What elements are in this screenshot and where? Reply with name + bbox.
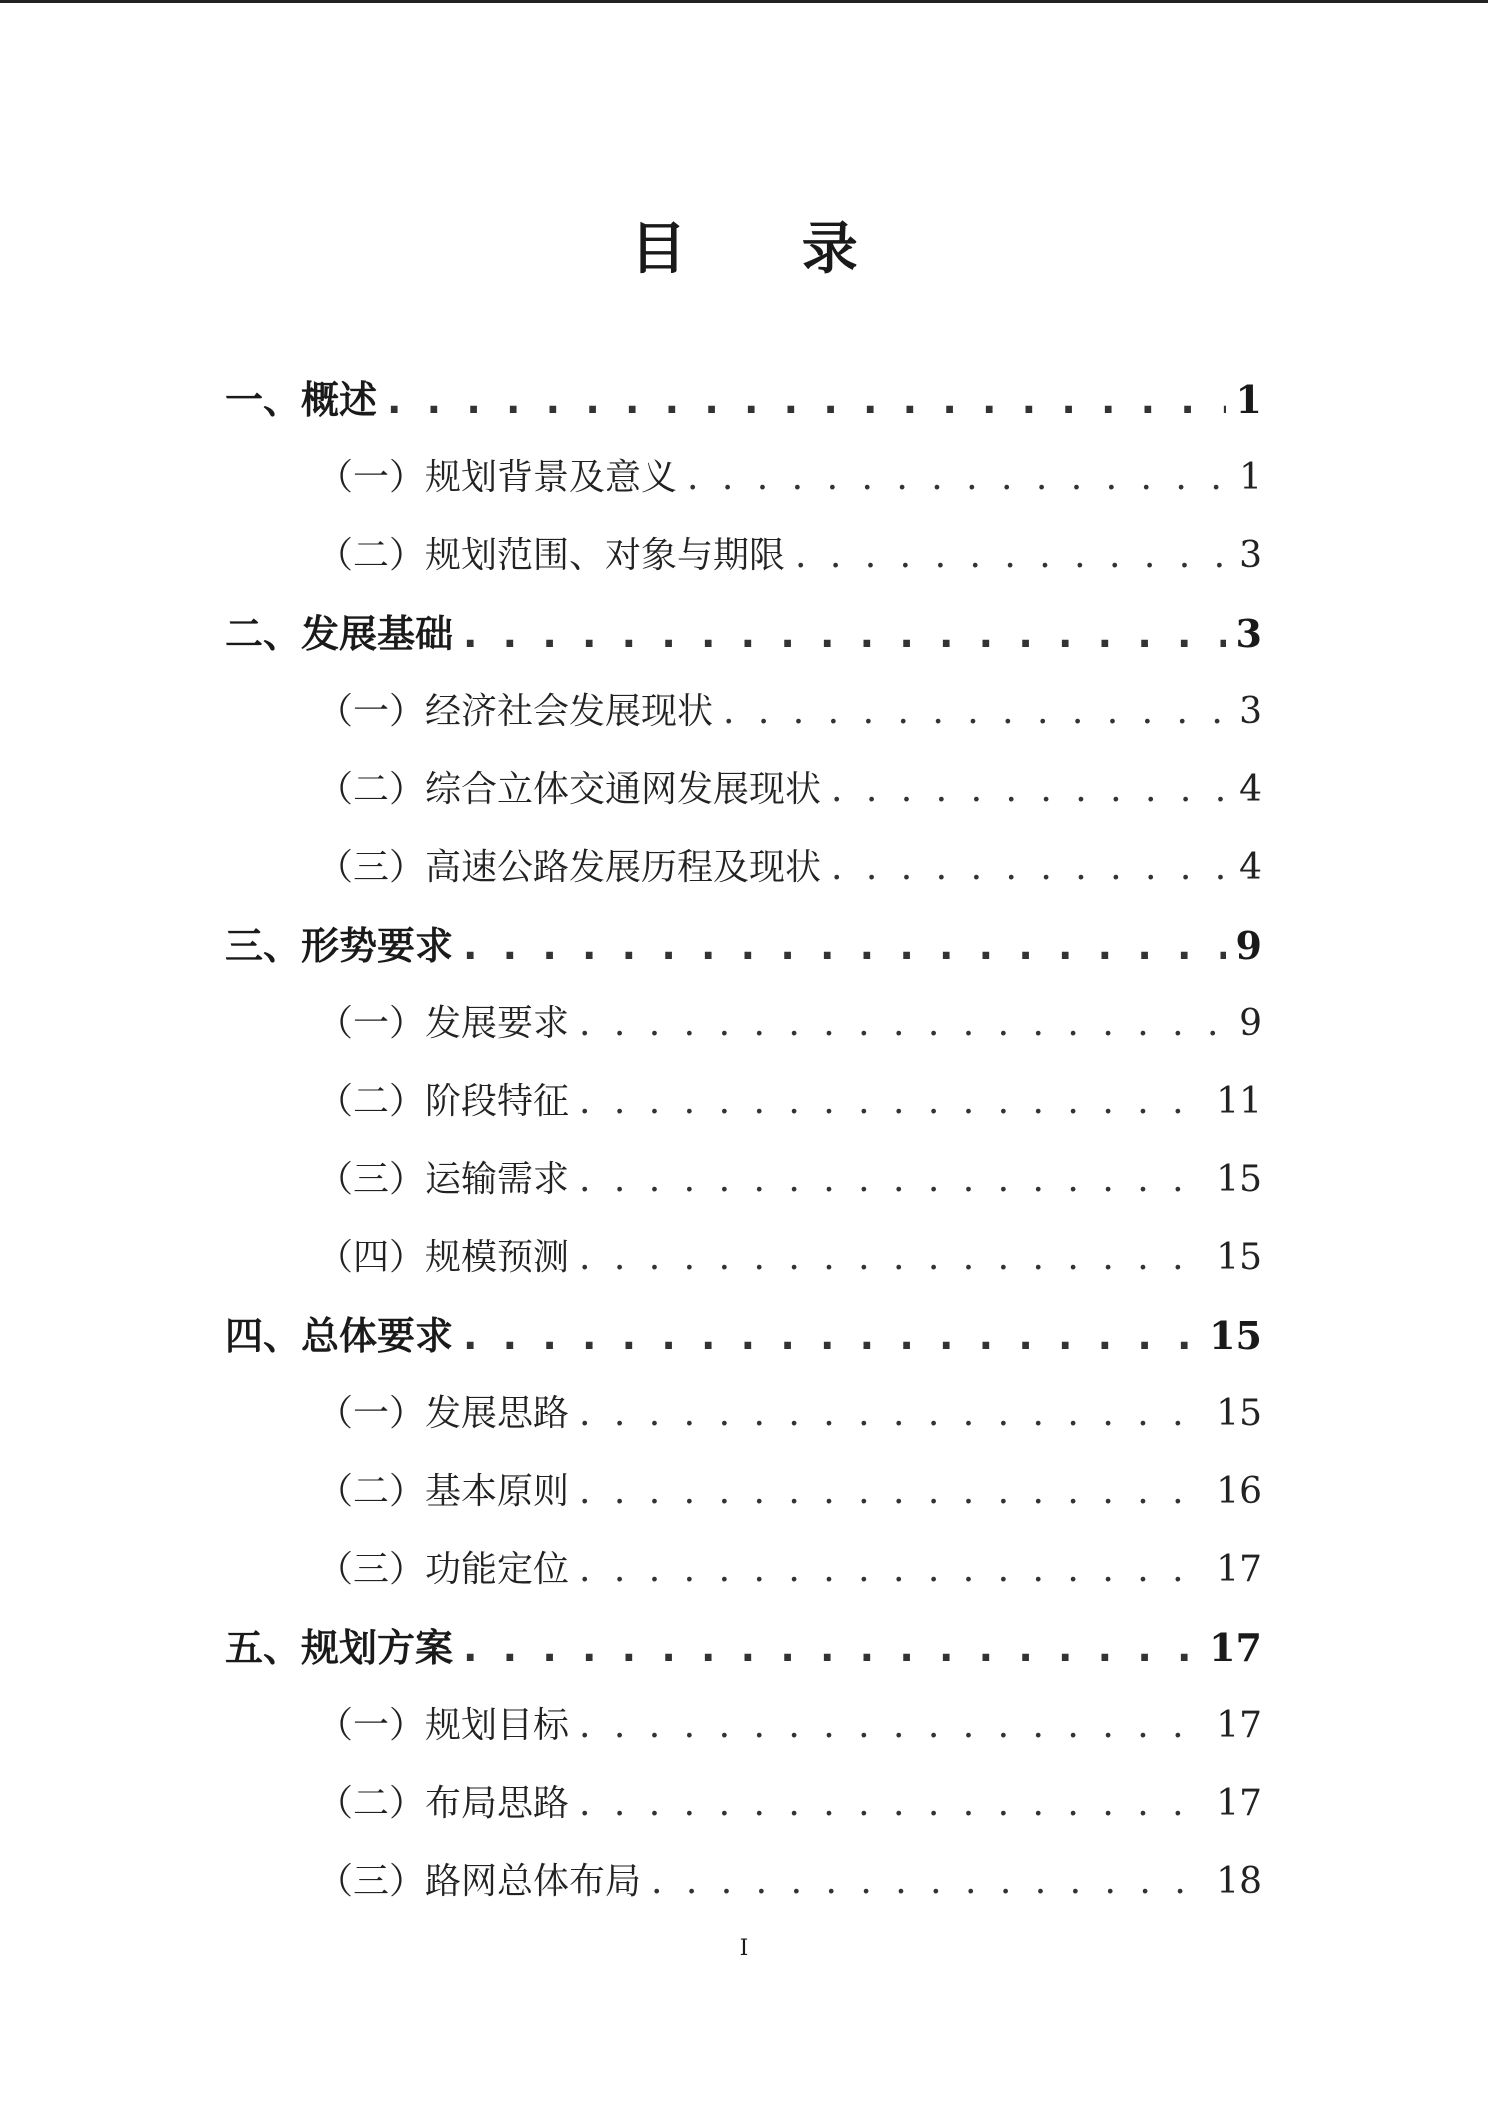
toc-entry-page: 11 — [1216, 1081, 1262, 1122]
toc-leader-dots — [579, 1462, 1206, 1522]
toc-entry-label: （二）综合立体交通网发展现状 — [317, 769, 822, 810]
toc-entry-label: 一、概述 — [225, 378, 378, 422]
toc-entry[interactable] — [225, 916, 1262, 994]
toc-entry-page: 15 — [1216, 1393, 1262, 1434]
toc-entry[interactable] — [225, 604, 1262, 682]
toc-entry-label: （四）规模预测 — [317, 1237, 570, 1278]
toc-entry-label: 四、总体要求 — [225, 1314, 454, 1358]
toc-leader-dots — [463, 1306, 1199, 1366]
toc-leader-dots — [579, 1774, 1206, 1834]
table-of-contents — [225, 370, 1262, 1930]
page-number: I — [739, 1936, 749, 1961]
toc-entry-label: （二）基本原则 — [317, 1471, 570, 1512]
toc-entry-label: （一）规划背景及意义 — [317, 457, 678, 498]
toc-entry-label: （二）规划范围、对象与期限 — [317, 535, 786, 576]
toc-leader-dots — [687, 448, 1229, 508]
toc-entry-label: 三、形势要求 — [225, 924, 454, 968]
toc-entry-label: 二、发展基础 — [225, 612, 454, 656]
toc-entry[interactable] — [225, 448, 1262, 526]
toc-entry-page: 1 — [1235, 377, 1262, 422]
toc-entry-label: （一）规划目标 — [317, 1705, 570, 1746]
toc-entry-page: 3 — [1239, 691, 1262, 732]
top-border-line — [0, 0, 1488, 3]
toc-entry[interactable] — [225, 682, 1262, 760]
toc-entry[interactable] — [225, 1852, 1262, 1930]
toc-entry-page: 15 — [1216, 1159, 1262, 1200]
toc-entry-page: 3 — [1235, 611, 1262, 656]
toc-leader-dots — [579, 1696, 1206, 1756]
toc-entry-page: 4 — [1239, 769, 1262, 810]
toc-entry-label: （一）经济社会发展现状 — [317, 691, 714, 732]
toc-entry-label: （一）发展要求 — [317, 1003, 570, 1044]
toc-leader-dots — [651, 1852, 1206, 1912]
toc-entry[interactable] — [225, 1228, 1262, 1306]
toc-entry[interactable] — [225, 1150, 1262, 1228]
toc-entry-page: 17 — [1209, 1625, 1262, 1670]
toc-entry[interactable] — [225, 838, 1262, 916]
toc-entry-label: （二）布局思路 — [317, 1783, 570, 1824]
toc-leader-dots — [579, 1150, 1206, 1210]
toc-entry[interactable] — [225, 1540, 1262, 1618]
toc-leader-dots — [463, 604, 1226, 664]
toc-entry[interactable] — [225, 1618, 1262, 1696]
toc-entry-label: （三）路网总体布局 — [317, 1861, 642, 1902]
toc-leader-dots — [831, 838, 1229, 898]
toc-leader-dots — [387, 370, 1226, 430]
toc-leader-dots — [795, 526, 1229, 586]
toc-entry-page: 15 — [1216, 1237, 1262, 1278]
toc-leader-dots — [463, 916, 1226, 976]
toc-entry-page: 16 — [1216, 1471, 1262, 1512]
toc-entry-label: 五、规划方案 — [225, 1626, 454, 1670]
toc-entry[interactable] — [225, 1072, 1262, 1150]
toc-entry-page: 3 — [1239, 535, 1262, 576]
toc-entry-page: 1 — [1239, 457, 1262, 498]
toc-entry[interactable] — [225, 994, 1262, 1072]
toc-entry-label: （三）运输需求 — [317, 1159, 570, 1200]
toc-entry-page: 9 — [1239, 1003, 1262, 1044]
toc-entry[interactable] — [225, 1696, 1262, 1774]
page-title: 目 录 — [630, 217, 906, 282]
toc-entry-label: （一）发展思路 — [317, 1393, 570, 1434]
toc-entry-page: 17 — [1216, 1783, 1262, 1824]
toc-entry-page: 17 — [1216, 1705, 1262, 1746]
toc-entry-page: 18 — [1216, 1861, 1262, 1902]
toc-leader-dots — [579, 1228, 1206, 1288]
toc-entry-page: 17 — [1216, 1549, 1262, 1590]
toc-leader-dots — [579, 1384, 1206, 1444]
toc-entry-page: 15 — [1209, 1313, 1262, 1358]
toc-entry-label: （二）阶段特征 — [317, 1081, 570, 1122]
toc-entry-page: 9 — [1235, 923, 1262, 968]
toc-entry[interactable] — [225, 1462, 1262, 1540]
toc-entry[interactable] — [225, 1384, 1262, 1462]
toc-leader-dots — [463, 1618, 1199, 1678]
toc-entry[interactable] — [225, 370, 1262, 448]
toc-leader-dots — [579, 994, 1229, 1054]
toc-entry-page: 4 — [1239, 847, 1262, 888]
toc-entry[interactable] — [225, 1306, 1262, 1384]
toc-entry[interactable] — [225, 1774, 1262, 1852]
toc-leader-dots — [831, 760, 1229, 820]
toc-leader-dots — [579, 1072, 1206, 1132]
toc-leader-dots — [723, 682, 1229, 742]
toc-leader-dots — [579, 1540, 1206, 1600]
toc-entry[interactable] — [225, 526, 1262, 604]
toc-entry[interactable] — [225, 760, 1262, 838]
toc-entry-label: （三）功能定位 — [317, 1549, 570, 1590]
toc-entry-label: （三）高速公路发展历程及现状 — [317, 847, 822, 888]
